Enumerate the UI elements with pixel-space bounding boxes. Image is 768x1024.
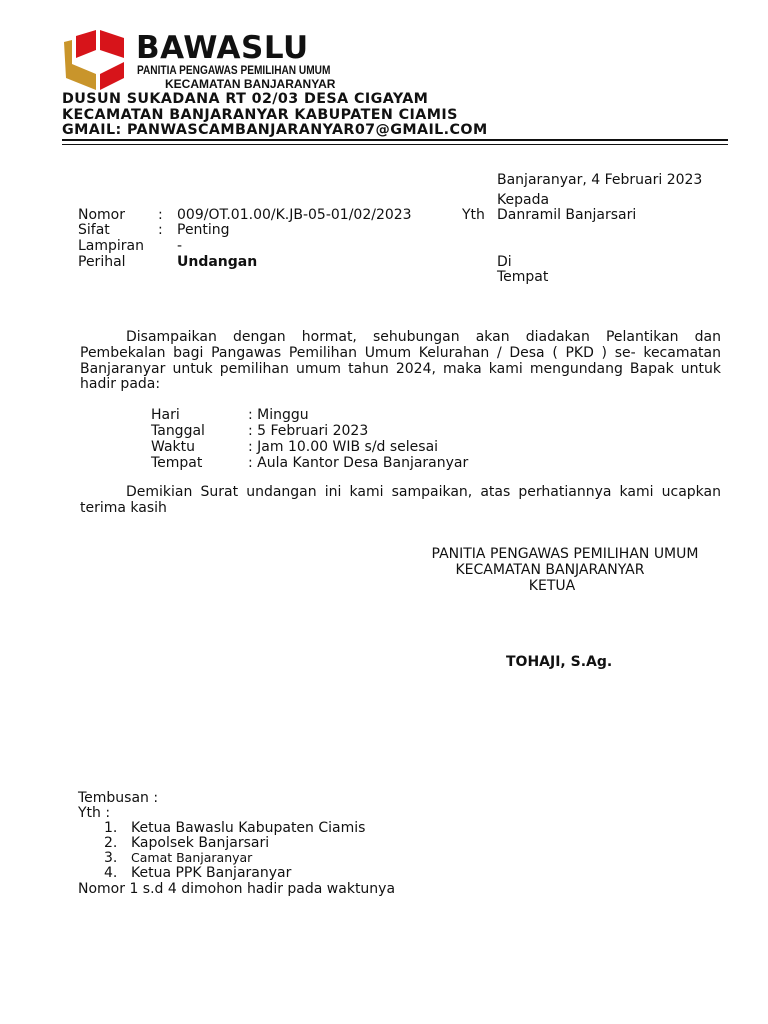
brand-name: BAWASLU (136, 30, 309, 66)
perihal-label: Perihal (78, 254, 126, 270)
cc-item-text: Camat Banjaranyar (131, 850, 253, 865)
schedule-value: : 5 Februari 2023 (248, 423, 369, 439)
di-label: Di (497, 254, 512, 270)
email-line: GMAIL: PANWASCAMBANJARANYAR07@GMAIL.COM (62, 122, 488, 138)
address-line-1: DUSUN SUKADANA RT 02/03 DESA CIGAYAM (62, 91, 429, 107)
opening-paragraph: Disampaikan dengan hormat, sehubungan akan diadakan Pelantikan dan Pembekalan bagi Pangawas Pemilihan Umum Kelurahan / Desa ( PKD ) se- kecamatan Banjaranyar untuk pemilihan umum tahun 2024, maka kami mengundang Bapak untuk hadir pada: (80, 329, 721, 393)
cc-item-number: 3. (104, 850, 118, 866)
header-rule-thin (62, 144, 728, 145)
nomor-value: 009/OT.01.00/K.JB-05-01/02/2023 (177, 207, 412, 223)
cc-item-number: 2. (104, 835, 118, 851)
yth-label: Yth (462, 207, 485, 223)
cc-item-text: Ketua Bawaslu Kabupaten Ciamis (131, 820, 366, 836)
cc-item-number: 1. (104, 820, 118, 836)
signatory-name: TOHAJI, S.Ag. (506, 654, 613, 670)
org-line-1: PANITIA PENGAWAS PEMILIHAN UMUM (137, 65, 331, 77)
cc-note: Nomor 1 s.d 4 dimohon hadir pada waktunya (78, 881, 396, 897)
nomor-label: Nomor (78, 207, 125, 223)
cc-item-number: 4. (104, 865, 118, 881)
schedule-value: : Minggu (248, 407, 309, 423)
cc-yth: Yth : (78, 805, 111, 821)
sifat-label: Sifat (78, 222, 110, 238)
signature-org-line-1: PANITIA PENGAWAS PEMILIHAN UMUM (431, 546, 699, 562)
recipient-name: Danramil Banjarsari (497, 207, 637, 223)
bawaslu-logo (62, 28, 128, 92)
closing-paragraph: Demikian Surat undangan ini kami sampaikan, atas perhatiannya kami ucapkan terima kasih (80, 484, 721, 516)
cc-item-text: Ketua PPK Banjaranyar (131, 865, 292, 881)
schedule-value: : Aula Kantor Desa Banjaranyar (248, 455, 469, 471)
org-line-2: KECAMATAN BANJARANYAR (165, 77, 336, 91)
cc-heading: Tembusan : (78, 790, 159, 806)
signature-title: KETUA (528, 578, 576, 594)
schedule-label: Tempat (151, 455, 203, 471)
schedule-value: : Jam 10.00 WIB s/d selesai (248, 439, 439, 455)
nomor-colon: : (158, 207, 163, 223)
kepada-label: Kepada (497, 192, 550, 208)
lampiran-label: Lampiran (78, 238, 145, 254)
place-date: Banjaranyar, 4 Februari 2023 (497, 172, 703, 188)
signature-org-line-2: KECAMATAN BANJARANYAR (455, 562, 645, 578)
cc-item-text: Kapolsek Banjarsari (131, 835, 270, 851)
address-line-2: KECAMATAN BANJARANYAR KABUPATEN CIAMIS (62, 107, 458, 123)
perihal-value: Undangan (177, 254, 258, 270)
schedule-label: Hari (151, 407, 180, 423)
tempat-label: Tempat (497, 269, 549, 285)
sifat-value: Penting (177, 222, 230, 238)
sifat-colon: : (158, 222, 163, 238)
lampiran-value: - (177, 238, 183, 254)
schedule-label: Waktu (151, 439, 195, 455)
header-rule-thick (62, 139, 728, 141)
schedule-label: Tanggal (151, 423, 205, 439)
